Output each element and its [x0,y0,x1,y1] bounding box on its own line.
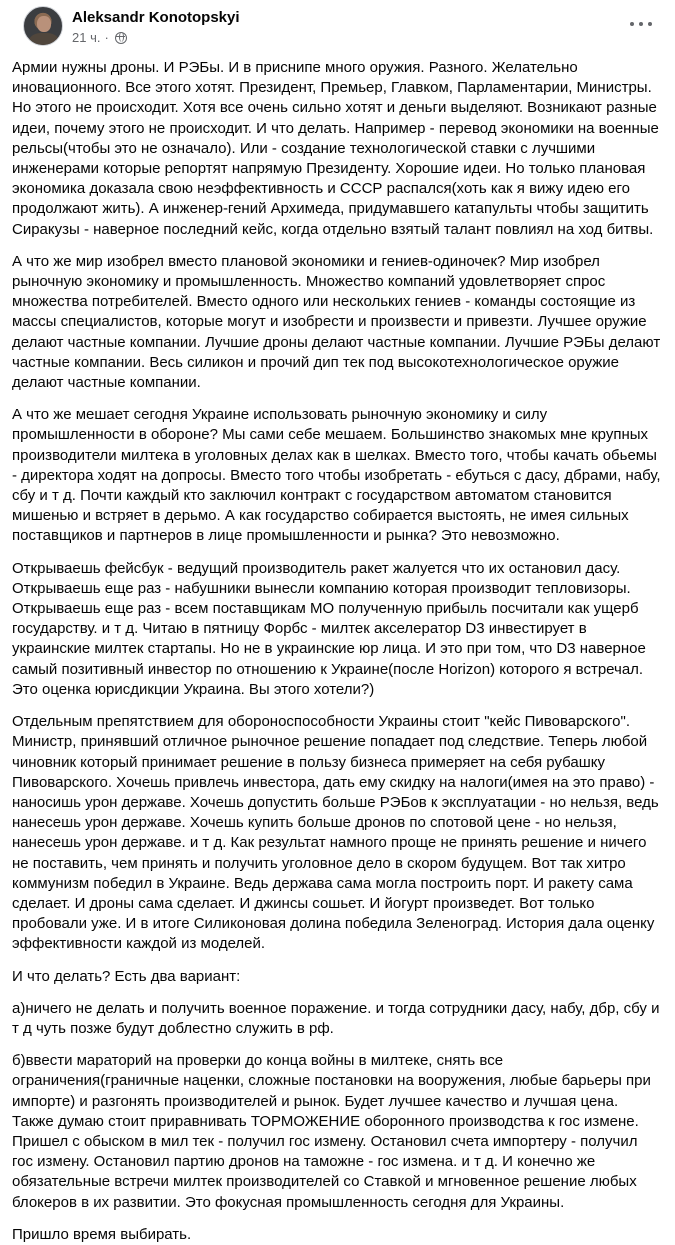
post-paragraph-3: А что же мешает сегодня Украине использовать рыночную экономику и силу промышленности в обороне? Мы сами себе мешаем. Большинство знакомых мне крупных производители милтека в уголовных делах как в шелках. Вместо того, чтобы качать обьемы - директора ходят на допросы. Вместо того чтобы изобретать - ебуться с дасу, дбрами, набу, сбу и т д. Почти каждый кто заключил контракт с государством автоматом становится мишенью и встряет в дерьмо. А как государство собирается выстоять, не имея сильных поставщиков и партнеров в лице промышленности и рынка? Это невозможно. [12,406,661,545]
avatar-body [29,33,59,46]
post-meta [72,30,127,45]
post-paragraph-2: А что же мир изобрел вместо плановой экономики и гениев-одиночек? Мир изобрел рыночную экономику и промышленность. Множество компаний удовлетворяет спрос множества потребителей. Вместо одного или нескольких гениев - команды состоящие из массы специалистов, которые могут и изобрести и произвести и привезти. Лучшее оружие делают частные компании. Лучшие дроны делают частные компании. Лучшие РЭБы делают частные компании. Весь силикон и прочий дип тек под высокотехнологическое оружие делают частные компании. [12,252,661,392]
more-dot [630,22,634,26]
author-name[interactable]: Aleksandr Konotopskyi [72,9,240,26]
post-paragraph-5: Отдельным препятствием для обороноспособности Украины стоит "кейс Пивоварского". Министр, принявший отличное рыночное решение попадает под следствие. Теперь любой чиновник который принимает решение в пользу бизнеса примеряет на себя рубашку Пивоварского. Хочешь привлечь инвестора, дать ему скидку на налоги(имея на это право) - наносишь урон державе. Хочешь допустить больше РЭБов к эксплуатации - но нельзя, ведь нанесешь урон державе. Хочешь купить больше дронов по спотовой цене - но нельзя, нанесешь урон державе. и т д. Как результат намного проще не принять решение и ничего не поставить, чем принять и получить уголовное дело в скором будущем. Вот так хитро коммунизм победил в Украине. Ведь держава сама могла построить порт. И ракету сама сделает. И дроны сама сделает. И джинсы сошьет. И йогурт произведет. Вот только пробовали уже. И в итоге Силиконовая долина победила Зеленоград. История дала оценку эффективности каждой из моделей. [12,713,659,953]
post-paragraph-4: Открываешь фейсбук - ведущий производитель ракет жалуется что их остановил дасу. Открываешь еще раз - набушники вынесли компанию которая производит тепловизоры. Открываешь еще раз - всем поставщикам МО полученную прибыль посчитали как ущерб государству. и т д. Читаю в пятницу Форбс - милтек акселератор D3 инвестирует в украинские милтек стартапы. Но не в украинские юр лица. И это при том, что D3 наверное самый позитивный инвестор по отношению к Украине(после Horizon) которого я встречал. Это оценка юрисдикции Украина. Вы этого хотели?) [12,559,646,698]
post-paragraph-8: б)ввести мараторий на проверки до конца войны в милтеке, снять все ограничения(граничные наценки, сложные постановки на вооружения, любые барьеры при импорте) и разгонять производителей и рынок. Будет лучшее качество и лучшая цена. Также думаю стоит приравнивать ТОРМОЖЕНИЕ оборонного производства к гос измене. Пришел с обыском в мил тек - получил гос измену. Остановил счета импортеру - получил гос измену. Остановил партию дронов на таможне - гос измена. и т д. И конечно же обязательные встречи милтек производителей со Ставкой и мгновенное решение любых блокеров в их развитии. Это фокусная промышленность сегодня для Украины. [12,1052,651,1211]
avatar-face [37,16,51,32]
post-time[interactable]: 21 ч. [72,30,101,45]
post-body [12,58,663,1245]
globe-icon[interactable] [115,32,127,44]
avatar[interactable] [23,6,63,46]
post-paragraph-9: Пришло время выбирать. [12,1225,192,1243]
meta-separator: · [104,30,109,45]
post-paragraph-6: И что делать? Есть два вариант: [12,967,241,985]
more-dot [639,22,643,26]
post-paragraph-1: Армии нужны дроны. И РЭБы. И в приcнипе много оружия. Разного. Желательно иновационного. Все этого хотят. Президент, Премьер, Главком, Парламентарии, Министры. Но этого не происходит. Хотя все очень сильно хотят и деньги выделяют. Возникают разные идеи, почему этого не происходит. И что делать. Например - перевод экономики на военные рельсы(чтобы это не означало). Или - создание технологической ставки с лучшими инженерами которые репортят напрямую Президенту. Хорошие идеи. Но только плановая экономика доказала свою неэффективность и СССР распался(хоть как я вижу идею его продолжают жить). А инженер-гений Архимеда, придумавшего катапульты чтобы защитить Сиракузы - наверное последний кейс, когда отдельно взятый талант повлиял на ход битвы. [12,59,659,238]
more-dot [648,22,652,26]
more-icon[interactable] [627,14,655,34]
post-paragraph-7: а)ничего не делать и получить военное поражение. и тогда сотрудники дасу, набу, дбр, сбу и т д чуть позже будут доблестно служить в рф. [12,999,660,1037]
post-header [12,0,663,58]
